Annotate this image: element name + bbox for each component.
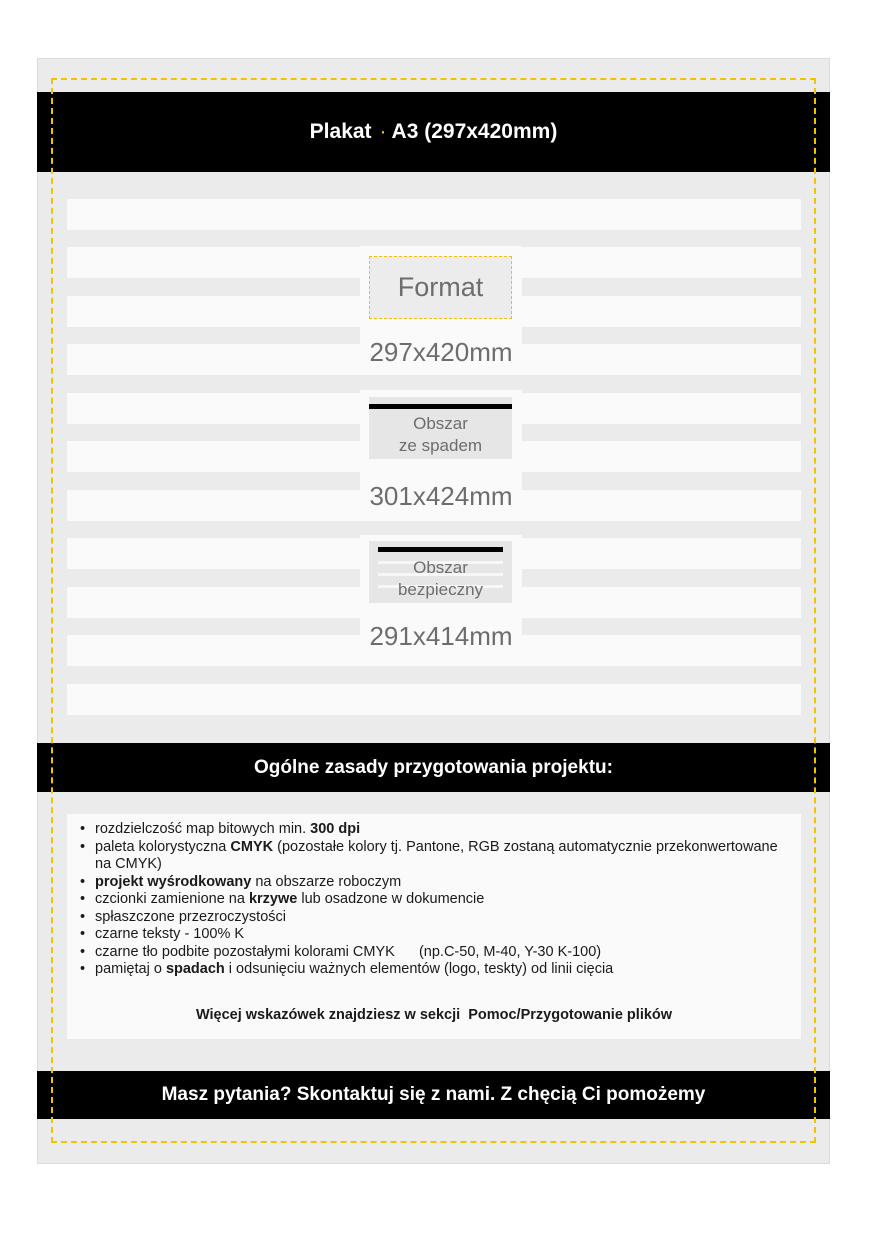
rule-item: • spłaszczone przezroczystości bbox=[78, 909, 778, 927]
bleed-label-line1: Obszar bbox=[413, 414, 468, 433]
safe-area-dashed-frame bbox=[51, 78, 816, 1143]
safe-label-line1: Obszar bbox=[413, 558, 468, 577]
rule-item: • czcionki zamienione na krzywe lub osadzone w dokumencie bbox=[78, 891, 778, 909]
rules-heading: Ogólne zasady przygotowania projektu: bbox=[254, 756, 613, 778]
title-plakat: Plakat bbox=[309, 120, 372, 143]
title-separator: · bbox=[379, 120, 387, 143]
more-info-text: Więcej wskazówek znajdziesz w sekcji Pomoc/Przygotowanie plików bbox=[195, 1007, 673, 1023]
rule-item: • projekt wyśrodkowany na obszarze roboczym bbox=[78, 874, 778, 892]
rule-item: • czarne tło podbite pozostałymi kolorami CMYK (np.C-50, M-40, Y-30 K-100) bbox=[78, 944, 778, 962]
format-label: Format bbox=[397, 272, 484, 302]
rule-item: • paleta kolorystyczna CMYK (pozostałe kolory tj. Pantone, RGB zostaną automatycznie przekonwertowane na CMYK) bbox=[78, 839, 778, 874]
bleed-size: 301x424mm bbox=[369, 481, 513, 511]
rule-item: • rozdzielczość map bitowych min. 300 dpi bbox=[78, 821, 778, 839]
footer-text: Masz pytania? Skontaktuj się z nami. Z chęcią Ci pomożemy bbox=[161, 1084, 706, 1105]
rule-item: • pamiętaj o spadach i odsunięciu ważnych elementów (logo, teskty) od linii cięcia bbox=[78, 961, 778, 979]
safe-label-line2: bezpieczny bbox=[397, 580, 484, 599]
format-size: 297x420mm bbox=[369, 337, 513, 367]
rule-item: • czarne teksty - 100% K bbox=[78, 926, 778, 944]
title-format: A3 (297x420mm) bbox=[391, 120, 558, 143]
safe-size: 291x414mm bbox=[369, 621, 513, 651]
bleed-label-line2: ze spadem bbox=[398, 436, 483, 455]
